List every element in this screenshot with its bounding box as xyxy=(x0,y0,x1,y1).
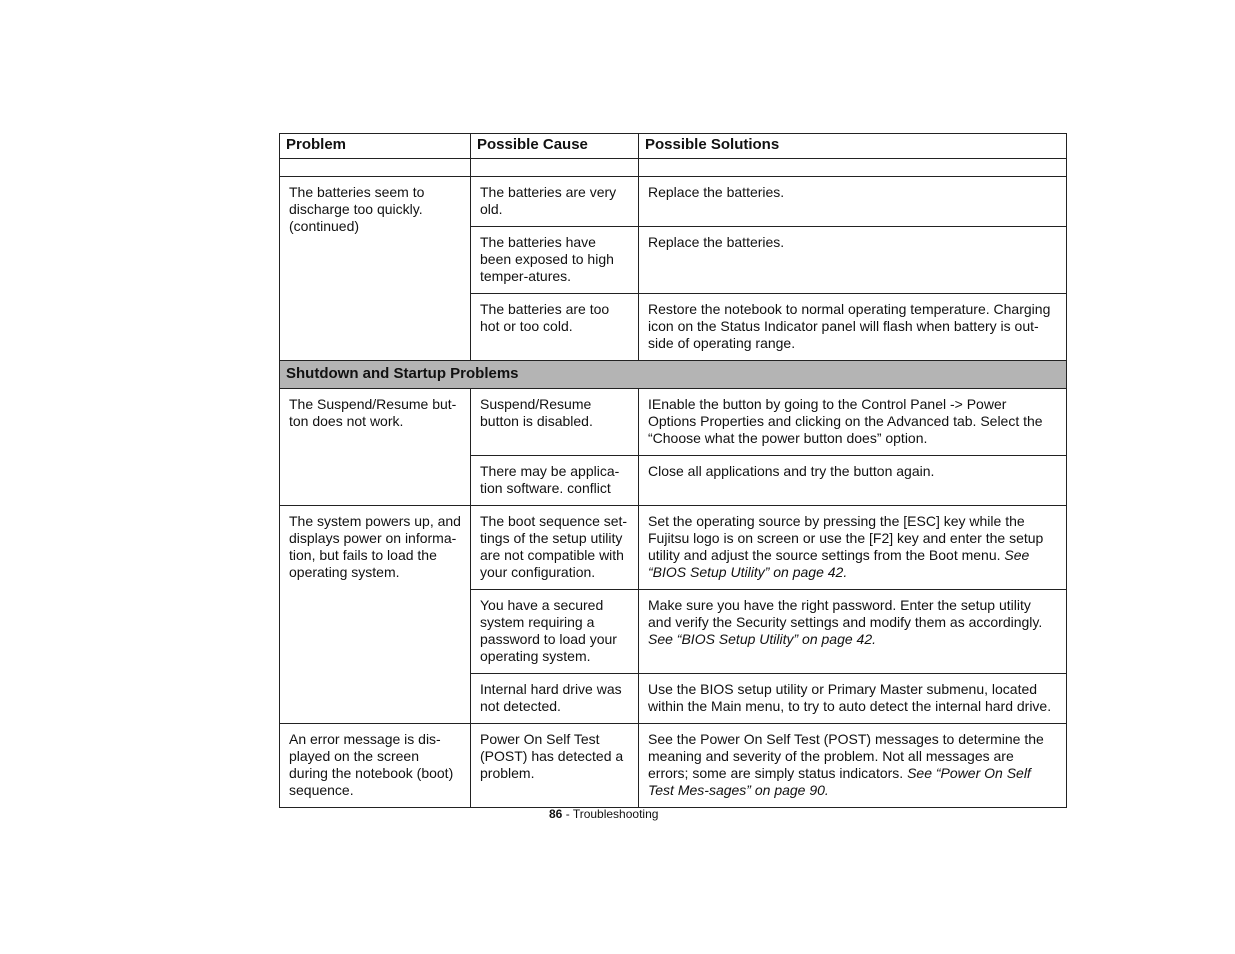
solution-text: Make sure you have the right password. Enter the setup utility and verify the Security settings and modify them as accordingly. xyxy=(648,597,1043,630)
solution-cell: Restore the notebook to normal operating temperature. Charging icon on the Status Indicator panel will flash when battery is out-side of operating range. xyxy=(639,294,1067,361)
problem-cell: The system powers up, and displays power on informa-tion, but fails to load the operating system. xyxy=(280,506,471,724)
cause-cell: The boot sequence set-tings of the setup utility are not compatible with your configuration. xyxy=(471,506,639,590)
spacer-cell xyxy=(280,159,471,177)
problem-cell: The batteries seem to discharge too quickly. (continued) xyxy=(280,177,471,361)
troubleshooting-table xyxy=(279,133,1067,808)
solution-text: Set the operating source by pressing the [ESC] key while the Fujitsu logo is on screen or use the [F2] key and enter the setup utility and adjust the source settings from the Boot menu. xyxy=(648,513,1044,563)
cause-cell: Internal hard drive was not detected. xyxy=(471,674,639,724)
cause-cell: The batteries are very old. xyxy=(471,177,639,227)
solution-cell: IEnable the button by going to the Control Panel -> Power Options Properties and clicking on the Advanced tab. Select the “Choose what the power button does” option. xyxy=(639,389,1067,456)
table-row xyxy=(280,389,1067,456)
solution-cell xyxy=(639,506,1067,590)
table-row xyxy=(280,177,1067,227)
header-cause: Possible Cause xyxy=(471,134,639,159)
solution-cell: Replace the batteries. xyxy=(639,227,1067,294)
header-solutions: Possible Solutions xyxy=(639,134,1067,159)
cause-cell: The batteries are too hot or too cold. xyxy=(471,294,639,361)
cause-cell: The batteries have been exposed to high temper-atures. xyxy=(471,227,639,294)
solution-cell: Replace the batteries. xyxy=(639,177,1067,227)
problem-cell: The Suspend/Resume but-ton does not work. xyxy=(280,389,471,506)
section-title: Shutdown and Startup Problems xyxy=(280,361,1067,389)
cause-cell: You have a secured system requiring a password to load your operating system. xyxy=(471,590,639,674)
cross-reference: See “Power On Self Test Mes-sages” on page 90. xyxy=(648,765,1031,798)
solution-text: See the Power On Self Test (POST) messages to determine the meaning and severity of the problem. Not all messages are errors; some are simply status indicators. xyxy=(648,731,1044,781)
solution-cell xyxy=(639,590,1067,674)
solution-cell: Use the BIOS setup utility or Primary Master submenu, located within the Main menu, to try to auto detect the internal hard drive. xyxy=(639,674,1067,724)
solution-cell: Close all applications and try the button again. xyxy=(639,456,1067,506)
table-row xyxy=(280,506,1067,590)
cause-cell: Suspend/Resume button is disabled. xyxy=(471,389,639,456)
cause-cell: Power On Self Test (POST) has detected a problem. xyxy=(471,724,639,808)
spacer-cell xyxy=(471,159,639,177)
spacer-cell xyxy=(639,159,1067,177)
footer-section: Troubleshooting xyxy=(572,807,659,821)
section-header-row xyxy=(280,361,1067,389)
header-spacer xyxy=(280,159,1067,177)
cause-cell: There may be applica-tion software. conflict xyxy=(471,456,639,506)
header-row xyxy=(280,134,1067,159)
header-problem: Problem xyxy=(280,134,471,159)
cross-reference: See “BIOS Setup Utility” on page 42. xyxy=(648,547,1030,580)
footer-separator: - xyxy=(562,807,573,821)
page-footer xyxy=(549,807,658,821)
problem-cell: An error message is dis-played on the screen during the notebook (boot) sequence. xyxy=(280,724,471,808)
page-number: 86 xyxy=(549,807,563,821)
table-row xyxy=(280,724,1067,808)
cross-reference: See “BIOS Setup Utility” on page 42. xyxy=(648,631,877,647)
solution-cell xyxy=(639,724,1067,808)
